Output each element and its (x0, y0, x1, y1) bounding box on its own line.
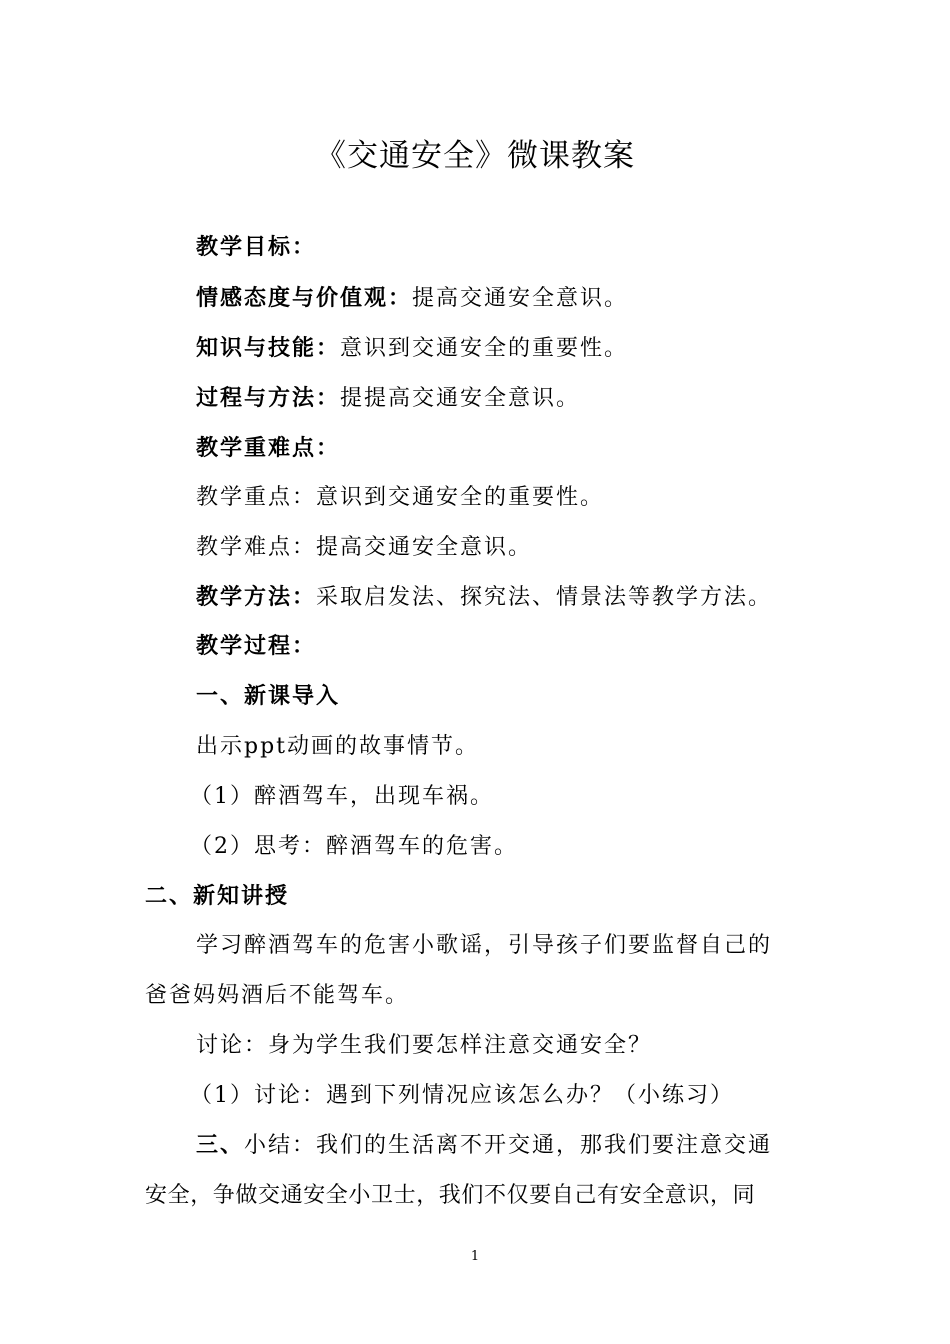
page-title: 《交通安全》微课教案 (315, 138, 635, 174)
section3-label: 三、 (196, 1133, 245, 1158)
section2-paragraph-line-2: 爸爸妈妈酒后不能驾车。 (145, 983, 410, 1008)
key-point: 教学重点：意识到交通安全的重要性。 (196, 485, 605, 510)
section1-line: 出示ppt动画的故事情节。 (196, 734, 480, 759)
objective-knowledge-text: 意识到交通安全的重要性。 (340, 336, 629, 361)
teaching-method (196, 583, 772, 613)
section1-item-1: （1）醉酒驾车，出现车祸。 (190, 784, 494, 809)
section3-line-2: 安全，争做交通安全小卫士，我们不仅要自己有安全意识，同 (145, 1183, 756, 1208)
objective-process-text: 提提高交通安全意识。 (340, 386, 581, 411)
process-heading: 教学过程： (196, 634, 317, 659)
objective-emotion (196, 284, 628, 314)
teaching-method-label: 教学方法： (196, 585, 317, 610)
objectives-heading: 教学目标： (196, 235, 317, 260)
section2-paragraph-line-1: 学习醉酒驾车的危害小歌谣，引导孩子们要监督自己的 (196, 933, 773, 958)
section1-item-2: （2）思考：醉酒驾车的危害。 (190, 834, 518, 859)
objective-knowledge-label: 知识与技能： (196, 336, 341, 361)
objective-emotion-text: 提高交通安全意识。 (412, 286, 629, 311)
key-points-heading: 教学重难点： (196, 436, 341, 461)
page-number: 1 (470, 1249, 480, 1264)
section1-heading: 一、新课导入 (196, 684, 341, 709)
teaching-method-text: 采取启发法、探究法、情景法等教学方法。 (316, 585, 773, 610)
section2-heading: 二、新知讲授 (145, 884, 290, 909)
objective-process-label: 过程与方法： (196, 386, 341, 411)
section2-item-1: （1）讨论：遇到下列情况应该怎么办？（小练习） (190, 1083, 734, 1108)
section3-line-1 (196, 1131, 772, 1161)
objective-process (196, 384, 580, 414)
objective-emotion-label: 情感态度与价值观： (196, 286, 413, 311)
difficult-point: 教学难点：提高交通安全意识。 (196, 535, 533, 560)
objective-knowledge (196, 334, 628, 364)
section3-text: 小结：我们的生活离不开交通，那我们要注意交通 (244, 1133, 773, 1158)
section2-discussion: 讨论：身为学生我们要怎样注意交通安全？ (196, 1033, 653, 1058)
